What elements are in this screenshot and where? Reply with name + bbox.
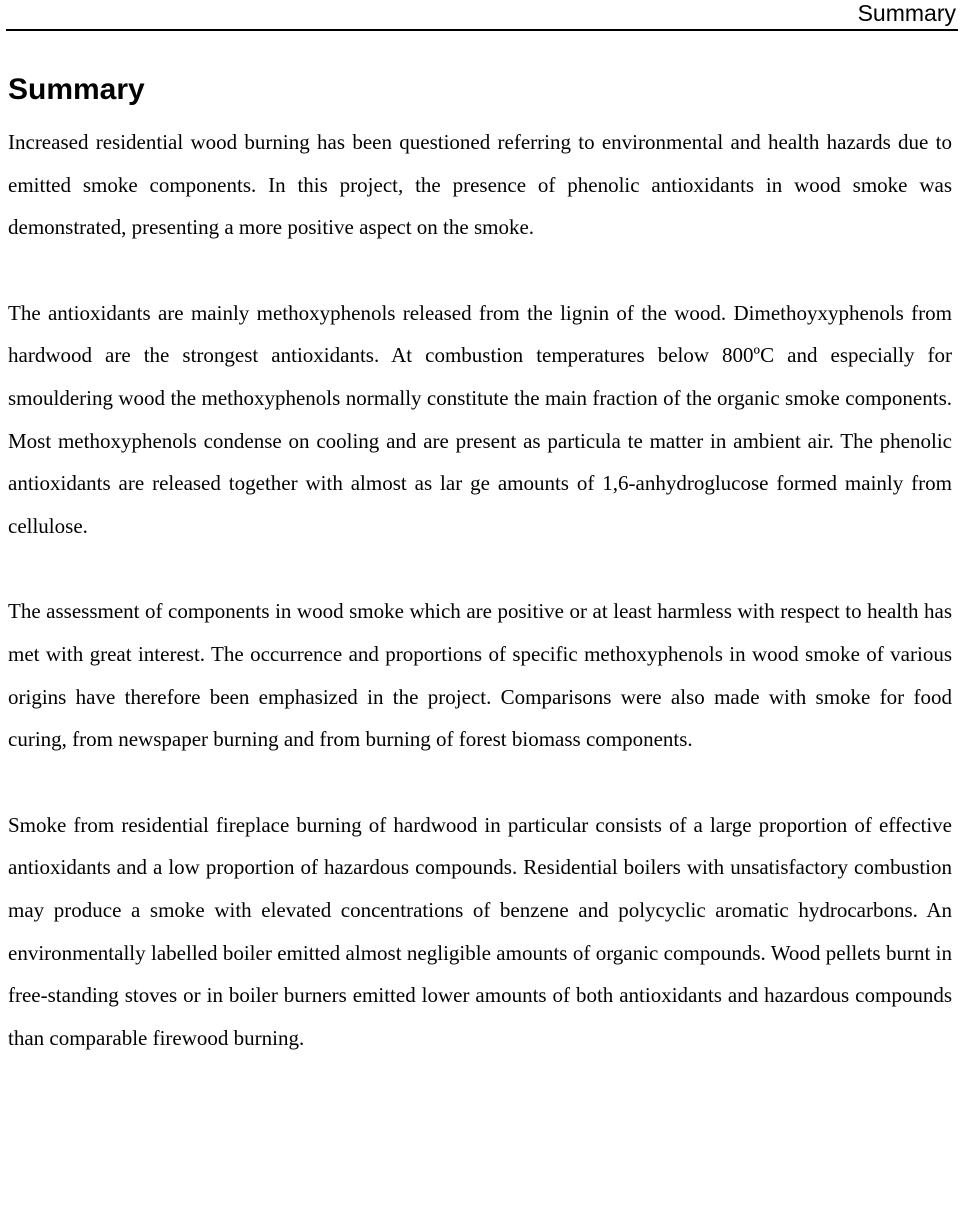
body-text (8, 121, 952, 1102)
paragraph-residential-smoke: Smoke from residential fireplace burning of hardwood in particular consists of a large proportion of effective antioxidants and a low proportion of hazardous compounds. Residential boilers with unsatisfactory combustion may produce a smoke with elevated concentrations of benzene and polycyclic aromatic hydrocarbons. An environmentally labelled boiler emitted almost negligible amounts of organic compounds. Wood pellets burnt in free-standing stoves or in boiler burners emitted lower amounts of both antioxidants and hazardous compounds than comparable firewood burning. (8, 812, 952, 1050)
paragraph-assessment: The assessment of components in wood smoke which are positive or at least harmless with respect to health has met with great interest. The occurrence and proportions of specific methoxyphenols in wood smoke of various origins have therefore been emphasized in the project. Comparisons were also made with smoke for food curing, from newspaper burning and from burning of forest biomass components. (8, 599, 952, 752)
header-divider (6, 29, 958, 31)
paragraph-antioxidants: The antioxidants are mainly methoxyphenols released from the lignin of the wood. Dimethoyxyphenols from hardwood are the strongest antioxidants. At combustion temperatures below 800ºC and especially for smouldering wood the methoxyphenols normally constitute the main fraction of the organic smoke components. Most methoxyphenols condense on cooling and are present as particula te matter in ambient air. The phenolic antioxidants are released together with almost as lar ge amounts of 1,6-anhydroglucose formed mainly from cellulose. (8, 300, 952, 538)
paragraph-intro: Increased residential wood burning has been questioned referring to environmental and health hazards due to emitted smoke components. In this project, the presence of phenolic antioxidants in wood smoke was demonstrated, presenting a more positive aspect on the smoke. (8, 130, 952, 240)
running-header-title: Summary (857, 0, 956, 26)
page-title: Summary (8, 73, 145, 106)
